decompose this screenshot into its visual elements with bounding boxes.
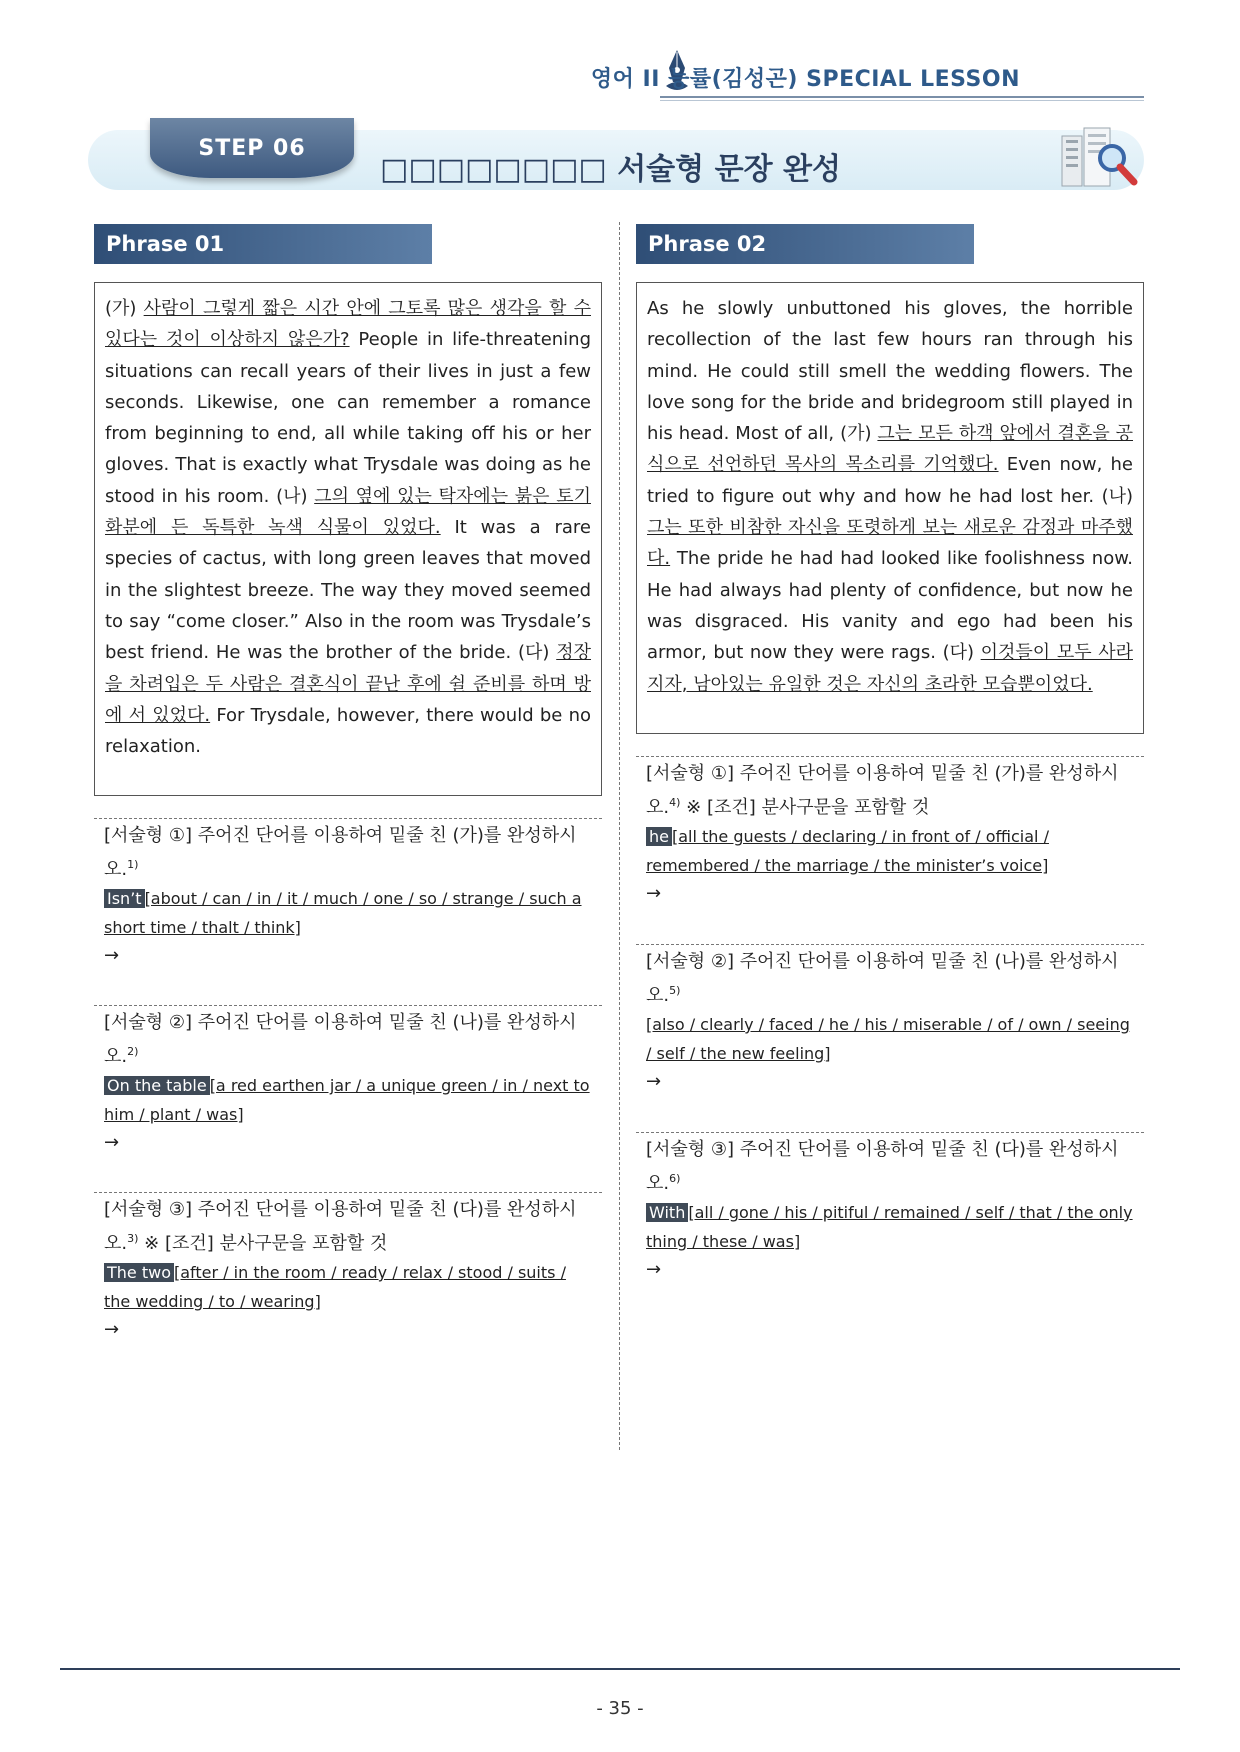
word-list: [also / clearly / faced / he / his / miserable / of / own / seeing / self / the new feeling] xyxy=(646,1015,1130,1063)
word-list: [after / in the room / ready / relax / stood / suits / the wedding / to / wearing] xyxy=(104,1263,566,1311)
answer-arrow: → xyxy=(646,1259,662,1280)
word-bank xyxy=(104,884,592,942)
word-bank xyxy=(104,1258,592,1316)
column-divider xyxy=(619,222,620,1450)
underlined-na: 그의 옆에 있는 탁자에는 붉은 토기 화분에 든 독특한 녹색 식물이 있었다. xyxy=(105,485,591,539)
exercise-5 xyxy=(636,944,1144,1096)
exercise-prompt: [서술형 ②] 주어진 단어를 이용하여 밑줄 친 (나)를 완성하시오. xyxy=(104,1012,577,1067)
marker-na: (나) xyxy=(1101,485,1133,507)
word-list: [about / can / in / it / much / one / so / strange / such a short time / thalt / think] xyxy=(104,889,582,937)
passage-text: For Trysdale, however, there would be no relaxation. xyxy=(105,704,591,758)
word-list: [all / gone / his / pitiful / remained / self / that / the only thing / these / was] xyxy=(646,1203,1133,1251)
underlined-ga: 사람이 그렇게 짧은 시간 안에 그토록 많은 생각을 할 수 있다는 것이 이상하지 않은가? xyxy=(105,298,591,351)
exercise-prompt: [서술형 ③] 주어진 단어를 이용하여 밑줄 친 (다)를 완성하시오. xyxy=(646,1139,1119,1194)
header-title: 영어 II 능률(김성곤) SPECIAL LESSON xyxy=(590,67,1020,92)
lead-words: On the table xyxy=(104,1076,210,1095)
exercise-6 xyxy=(636,1132,1144,1284)
footnote-ref: 1) xyxy=(127,858,139,871)
phrase-01-passage xyxy=(94,282,602,796)
lead-words: The two xyxy=(104,1263,174,1282)
book-magnifier-icon xyxy=(1058,122,1142,192)
phrase-02-header: Phrase 02 xyxy=(636,224,974,264)
marker-da: (다) xyxy=(942,642,975,664)
underlined-da: 이것들이 모두 사라지자, 남아있는 유일한 것은 자신의 초라한 모습뿐이었다. xyxy=(647,642,1133,695)
marker-ga: (가) xyxy=(840,423,872,445)
step-label: STEP 06 xyxy=(198,136,306,161)
exercise-2 xyxy=(94,1005,602,1157)
answer-arrow: → xyxy=(646,1071,662,1092)
underlined-na: 그는 또한 비참한 자신을 또렷하게 보는 새로운 감정과 마주했다. xyxy=(647,517,1133,570)
marker-na: (나) xyxy=(276,485,308,507)
lead-words: With xyxy=(646,1203,688,1222)
header-rule-thin xyxy=(660,100,1144,101)
lead-words: Isn’t xyxy=(104,889,145,908)
exercise-1 xyxy=(94,818,602,970)
exercise-prompt: [서술형 ③] 주어진 단어를 이용하여 밑줄 친 (다)를 완성하시오. xyxy=(104,1199,577,1254)
exercise-3 xyxy=(94,1192,602,1344)
answer-arrow: → xyxy=(646,883,662,904)
word-bank xyxy=(104,1071,592,1129)
passage-text: The pride he had had looked like foolishness now. He had always had plenty of confidence, but now he was disgraced. His vanity and ego had been his armor, but now they were rags. xyxy=(647,548,1133,664)
word-bank xyxy=(646,1198,1134,1256)
exercise-prompt: [서술형 ②] 주어진 단어를 이용하여 밑줄 친 (나)를 완성하시오. xyxy=(646,951,1119,1006)
passage-text: Even now, he tried to figure out why and how he had lost her. xyxy=(647,454,1133,507)
word-bank xyxy=(646,1010,1134,1068)
answer-arrow: → xyxy=(104,945,120,966)
exercise-4 xyxy=(636,756,1144,908)
exercise-prompt: [서술형 ①] 주어진 단어를 이용하여 밑줄 친 (가)를 완성하시오. xyxy=(646,763,1119,818)
underlined-da: 정장을 차려입은 두 사람은 결혼식이 끝난 후에 쉴 준비를 하며 방에 서 있었다. xyxy=(105,642,591,726)
banner-title: □□□□□□□□ 서술형 문장 완성 xyxy=(380,152,841,187)
passage-text: As he slowly unbuttoned his gloves, the horrible recollection of the last few hours ran through his mind. He could still smell the wedding flowers. The love song for the bride and bridegroom still played in his head. Most of all, xyxy=(647,298,1133,445)
word-bank xyxy=(646,822,1134,880)
footnote-ref: 2) xyxy=(127,1045,139,1058)
passage-text: It was a rare species of cactus, with long green leaves that moved in the slightest breeze. The way they moved seemed to say “come closer.” Also in the room was Trysdale’s best friend. He was the brother of the bride. xyxy=(105,517,591,664)
passage-text: People in life-threatening situations can recall years of their lives in just a few seconds. Likewise, one can remember a romance from beginning to end, all while taking off his or her gloves. That is exactly what Trysdale was doing as he stood in his room. xyxy=(105,329,592,507)
word-list: [a red earthen jar / a unique green / in / next to him / plant / was] xyxy=(104,1076,590,1124)
marker-ga: (가) xyxy=(105,298,137,319)
word-list: [all the guests / declaring / in front of / official / remembered / the marriage / the minister’s voice] xyxy=(646,827,1049,875)
footer-rule xyxy=(60,1668,1180,1670)
page-number: - 35 - xyxy=(596,1698,644,1719)
exercise-condition: ※ [조건] 분사구문을 포함할 것 xyxy=(138,1233,388,1254)
phrase-01-header: Phrase 01 xyxy=(94,224,432,264)
footnote-ref: 6) xyxy=(669,1172,681,1185)
answer-arrow: → xyxy=(104,1319,120,1340)
footnote-ref: 4) xyxy=(669,796,681,809)
exercise-prompt: [서술형 ①] 주어진 단어를 이용하여 밑줄 친 (가)를 완성하시오. xyxy=(104,825,577,880)
footnote-ref: 3) xyxy=(127,1232,139,1245)
underlined-ga: 그는 모든 하객 앞에서 결혼을 공식으로 선언하던 목사의 목소리를 기억했다. xyxy=(647,423,1133,476)
header-rule xyxy=(660,96,1144,98)
lead-words: he xyxy=(646,827,672,846)
footnote-ref: 5) xyxy=(669,984,681,997)
phrase-02-passage xyxy=(636,282,1144,734)
marker-da: (다) xyxy=(517,642,550,664)
answer-arrow: → xyxy=(104,1132,120,1153)
exercise-condition: ※ [조건] 분사구문을 포함할 것 xyxy=(680,797,930,818)
